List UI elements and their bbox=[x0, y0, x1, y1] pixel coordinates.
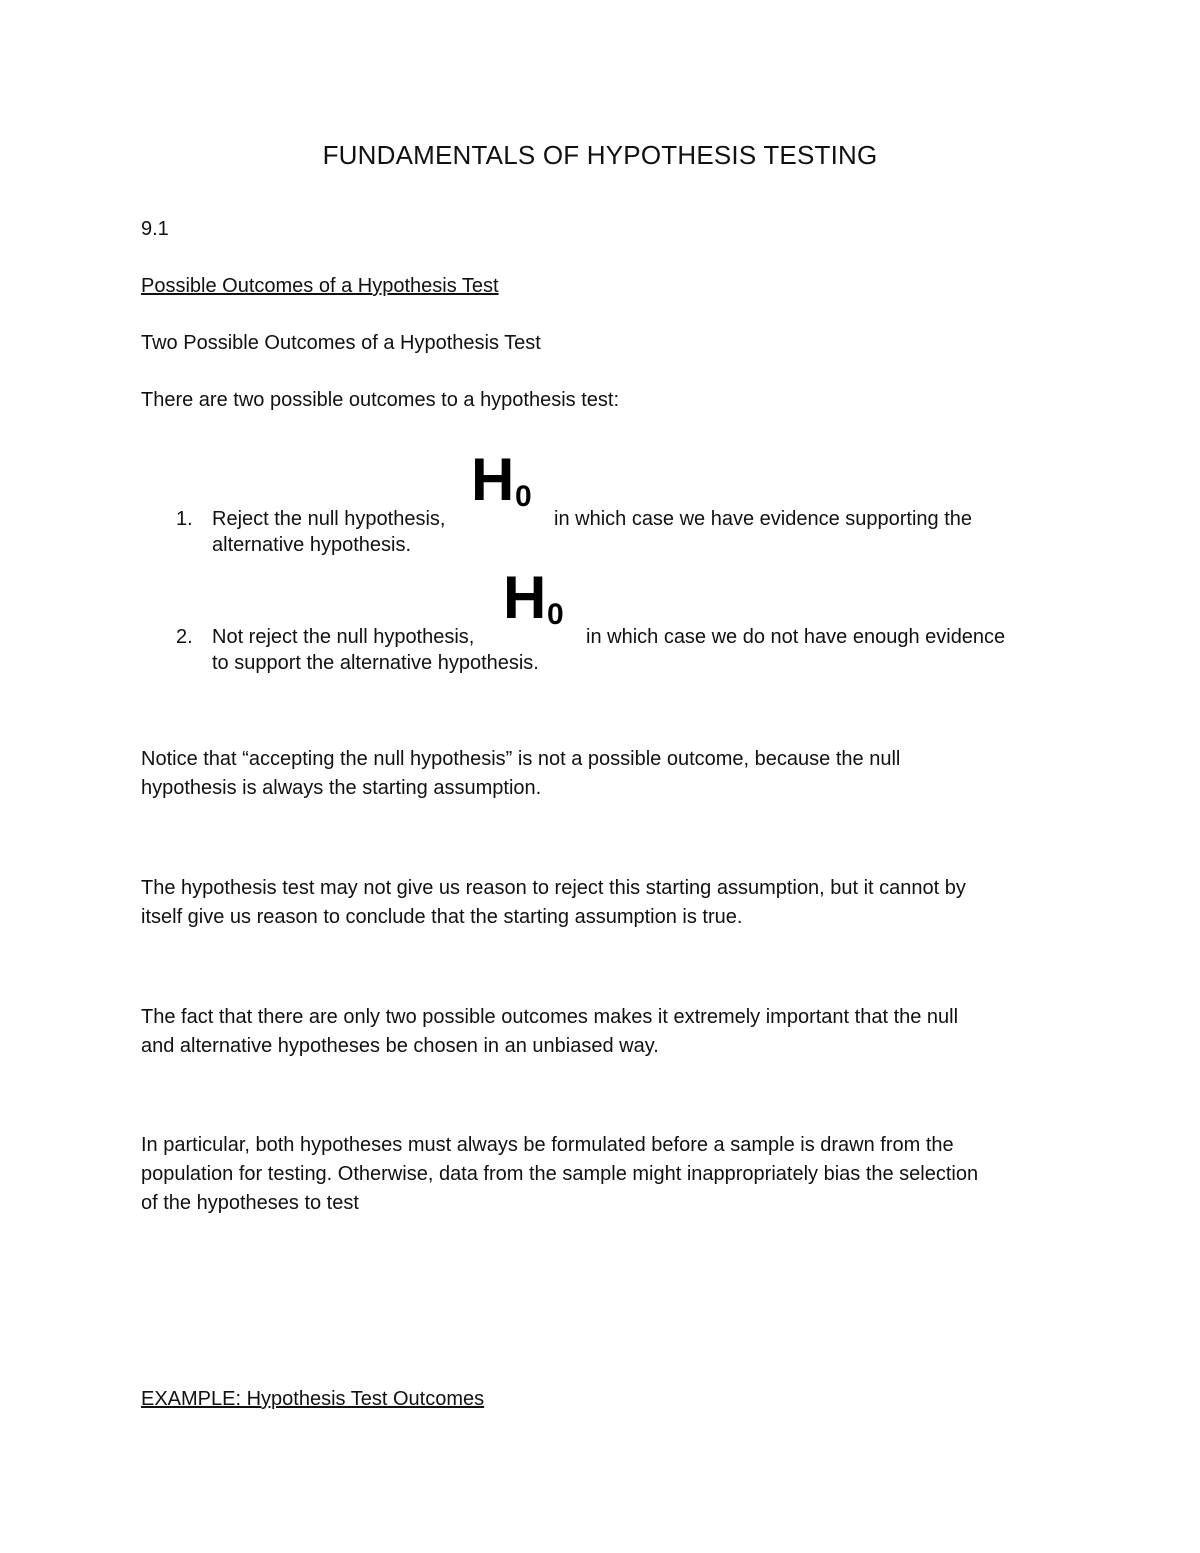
paragraph-line: In particular, both hypotheses must always be formulated before a sample is drawn from the bbox=[141, 1134, 954, 1156]
symbol-main: H bbox=[471, 446, 515, 513]
intro-text: There are two possible outcomes to a hypothesis test: bbox=[141, 389, 620, 411]
null-hypothesis-symbol bbox=[503, 564, 583, 648]
null-hypothesis-symbol bbox=[471, 446, 551, 530]
outcome-number: 1. bbox=[176, 508, 193, 530]
outcome-text-line2: alternative hypothesis. bbox=[212, 534, 412, 556]
paragraph-line: The hypothesis test may not give us reason to reject this starting assumption, but it cannot by bbox=[141, 877, 966, 899]
section-heading: Possible Outcomes of a Hypothesis Test bbox=[141, 275, 499, 297]
outcome-number: 2. bbox=[176, 626, 193, 648]
symbol-subscript: 0 bbox=[515, 480, 532, 513]
paragraph-line: itself give us reason to conclude that the starting assumption is true. bbox=[141, 906, 743, 928]
paragraph-line: and alternative hypotheses be chosen in an unbiased way. bbox=[141, 1035, 659, 1057]
example-heading: EXAMPLE: Hypothesis Test Outcomes bbox=[141, 1388, 485, 1410]
outcome-text-after: in which case we have evidence supporting the bbox=[554, 508, 973, 530]
outcome-text-before: Not reject the null hypothesis, bbox=[212, 626, 475, 648]
paragraph-line: The fact that there are only two possible outcomes makes it extremely important that the null bbox=[141, 1006, 959, 1028]
paragraph-line: Notice that “accepting the null hypothesis” is not a possible outcome, because the null bbox=[141, 748, 901, 770]
symbol-main: H bbox=[503, 564, 547, 631]
section-number: 9.1 bbox=[141, 218, 169, 240]
paragraph-line: hypothesis is always the starting assumption. bbox=[141, 777, 542, 799]
document-title: FUNDAMENTALS OF HYPOTHESIS TESTING bbox=[322, 140, 878, 170]
subheading: Two Possible Outcomes of a Hypothesis Test bbox=[141, 332, 541, 354]
paragraph-line: population for testing. Otherwise, data from the sample might inappropriately bias the selection bbox=[141, 1163, 979, 1185]
outcome-text-before: Reject the null hypothesis, bbox=[212, 508, 446, 530]
outcome-text-line2: to support the alternative hypothesis. bbox=[212, 652, 539, 674]
outcome-text-after: in which case we do not have enough evidence bbox=[586, 626, 1006, 648]
symbol-subscript: 0 bbox=[547, 598, 564, 631]
paragraph-line: of the hypotheses to test bbox=[141, 1192, 359, 1214]
